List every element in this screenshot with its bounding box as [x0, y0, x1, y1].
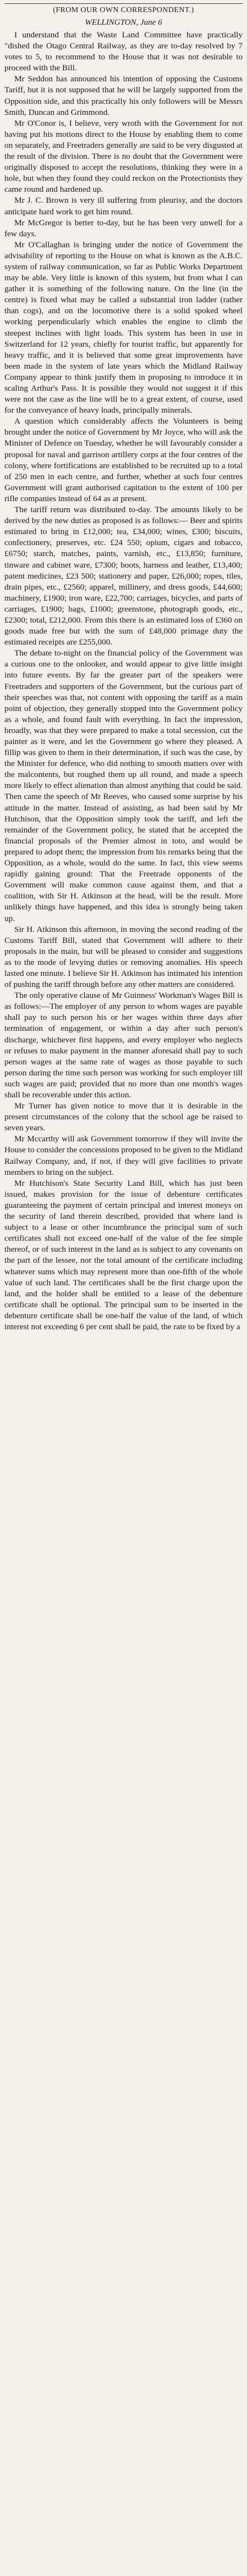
article-body [4, 30, 243, 1333]
correspondent-header: (FROM OUR OWN CORRESPONDENT.) [53, 6, 194, 14]
article-paragraph: Mr O'Conor is, I believe, very wroth with the Government for not having put his motions direct to the House by enabling them to come on separately, and Freetraders generally are said to be very disgusted at the result of the division. There is no doubt that the Government were originally disposed to accept the resolutions, thinking they were in a hole, but when they found they could reckon on the Protectionists they came round and hardened up. [4, 118, 243, 195]
dateline: WELLINGTON, June 6 [85, 18, 162, 27]
article-paragraph: The only operative clause of Mr Guinness' Workman's Wages Bill is as follows:—The employer of any person to whom wages are payable shall pay to such person his or her wages within three days after termination of engagement, or within a day after such person's discharge, whichever first happens, and every employer who neglects or refuses to make payment in the manner aforesaid shall pay to such person wages at the same rate of wages as those payable to such person during the time such person was working for such employer till such wages are paid; provided that no more than one month's wages shall be recoverable under this action. [4, 991, 243, 1100]
article-paragraph: The tariff return was distributed to-day. The amounts likely to be derived by the new duties as proposed is as follows:— Beer and spirits estimated to bring in £12,000; tea, £34,000; wines, £300; biscuits, confectionery, preserves, etc. £24 550; opium, cigars and tobacco, £6750; starch, matches, paints, varnish, etc., £13,850; furniture, tinware and cabinet ware, £7300; boots, harness and leather, £13,400; patent medicines, £23 500; stationery and paper, £26,000; ropes, tiles, drain pipes, etc., £2560; apparel, millinery, and dress goods, £44,600; machinery, £1900; iron ware, £22,700; carriages, bicycles, and parts of carriages, £1900; bags, £1000; greenstone, photograph goods, etc., £2300; total, £212,000. From this there is an estimated loss of £360 on goods made free but with the sum of £48,000 primage duty the estimated receipts are £255,000. [4, 505, 243, 647]
article-paragraph: Mr J. C. Brown is very ill suffering from pleurisy, and the doctors anticipate hard work to get him round. [4, 196, 243, 216]
top-rule [4, 3, 243, 4]
article-paragraph: Mr Mccarthy will ask Government tomorrow if they will invite the House to consider the concessions proposed to be given to the Midland Railway Company, and, if not, if they will give facilities to private members to bring on the subject. [4, 1134, 243, 1177]
article-paragraph: Mr O'Callaghan is bringing under the notice of Government the advisability of reporting to the House on what is known as the A.B.C. system of railway communication, so far as Public Works Department may be able. Very little is known of this system, but from what I can gather it is something of the following nature. On the line (in the centre) is fixed what may be called a substantial iron ladder (rather than cogs), and on the locomotive there is a solid spoked wheel working perpendicularly which enables the engine to climb the steepest inclines with light loads. This system has been in use in Switzerland for 12 years, chiefly for tourist traffic, but apparently for heavy traffic, and it is believed that some great improvements have been made in the system of late years which the Midland Railway Company appear to think justify them in proposing to introduce it in scaling Arthur's Pass. It is possible they would not suggest it if this were not the case as the line will be to a great extent, of course, used for the conveyance of heavy loads, principally minerals. [4, 240, 243, 415]
article-paragraph: Mr Hutchison's State Security Land Bill, which has just been issued, makes provision for the issue of debenture certificates guaranteeing the payment of certain principal and interest moneys on the security of land therein described, provided that where land is subject to a lease or other incumbrance the principal sum of such certificates shall not exceed one-half of the value of the fee simple thereof, or of such interest in the land as is subject to any covenants on the part of the lessee, nor the total amount of the certificate including whatever sums which may represent more than one-fifth of the whole value of such land. The certificates shall be the first charge upon the land, and the holder shall be entitled to a lease of the debenture certificate shall be optional. The principal sum to be inserted in the debenture certificate shall be one-half the value of the land, of which interest not exceeding 6 per cent shall be paid, the rate to be fixed by a [4, 1178, 243, 1331]
article-paragraph: A question which considerably affects the Volunteers is being brought under the notice of Government by Mr Joyce, who will ask the Minister of Defence on Tuesday, whether he will favourably consider a proposal for naval and garrison artillery corps at the four centres of the colony, where fortifications are established to be recruited up to a total of 250 men in each centre, and further, whether at such four centres Government will grant authorised capitation to the extent of 100 per rifle companies instead of 64 as at present. [4, 417, 243, 503]
article-paragraph: Mr Turner has given notice to move that it is desirable in the present circumstances of the colony that the school age be raised to seven years. [4, 1101, 243, 1133]
article-paragraph: Mr McGregor is better to-day, but he has been very unwell for a few days. [4, 218, 243, 238]
article-paragraph: The debate to-night on the financial policy of the Government was a curious one to the onlooker, and would appear to give little insight into future events. By far the greater part of the speakers were Freetraders and supporters of the Government, but the curious part of their speeches was that, not content with opposing the tariff as a main point of objection, they generally stopped into the Government policy as a whole, and found fault with everything. In fact the impression, broadly, was that they were prepared to make a total secession, cut the painter as it were, and let the Government go where they pleased. A fillip was given to them in their determination, if such was the case, by the Minister for defence, who did nothing to smooth matters over with the malcontents, but roughed them up all round, and made a speech more likely to effect alienation than almost anything that could be said. Then came the speech of Mr Reeves, who caused some surprise by his attitude in the matter. Instead of assisting, as had been said by Mr Hutchison, that the Opposition simply took the tariff, and left the remainder of the Government policy, he stated that he accepted the financial proposals of the Premier almost in toto, and would be prepared to adopt them; the impression from his remarks being that the Opposition, as a whole, would do the same. In fact, this view seems rapidly gaining ground: That the Freetrade opponents of the Government will make common cause against them, and that a coalition, with Sir H. Atkinson at the head, will be the result. More unlikely things have happened, and this idea is strongly being taken up. [4, 648, 243, 923]
article-paragraph: I understand that the Waste Land Committee have practically "dished the Otago Central Railway, as they are to-day resolved by 7 votes to 5, to recommend to the House that it was not desirable to proceed with the Bill. [4, 30, 243, 73]
article-paragraph: Mr Seddon has announced his intention of opposing the Customs Tariff, but it is not supposed that he will be largely supported from the Opposition side, and this practically his only followers will be Messrs Smith, Duncan and Grimmond. [4, 74, 243, 117]
article-paragraph: Sir H. Atkinson this afternoon, in moving the second reading of the Customs Tariff Bill, stated that Government will adhere to their proposals in the main, but will be pleased to consider and suggestions as to the mode of levying duties or removing anomalies. His speech lasted one minute. I believe Sir H. Atkinson has intimated his intention of pushing the tariff through before any other matters are considered. [4, 924, 243, 990]
